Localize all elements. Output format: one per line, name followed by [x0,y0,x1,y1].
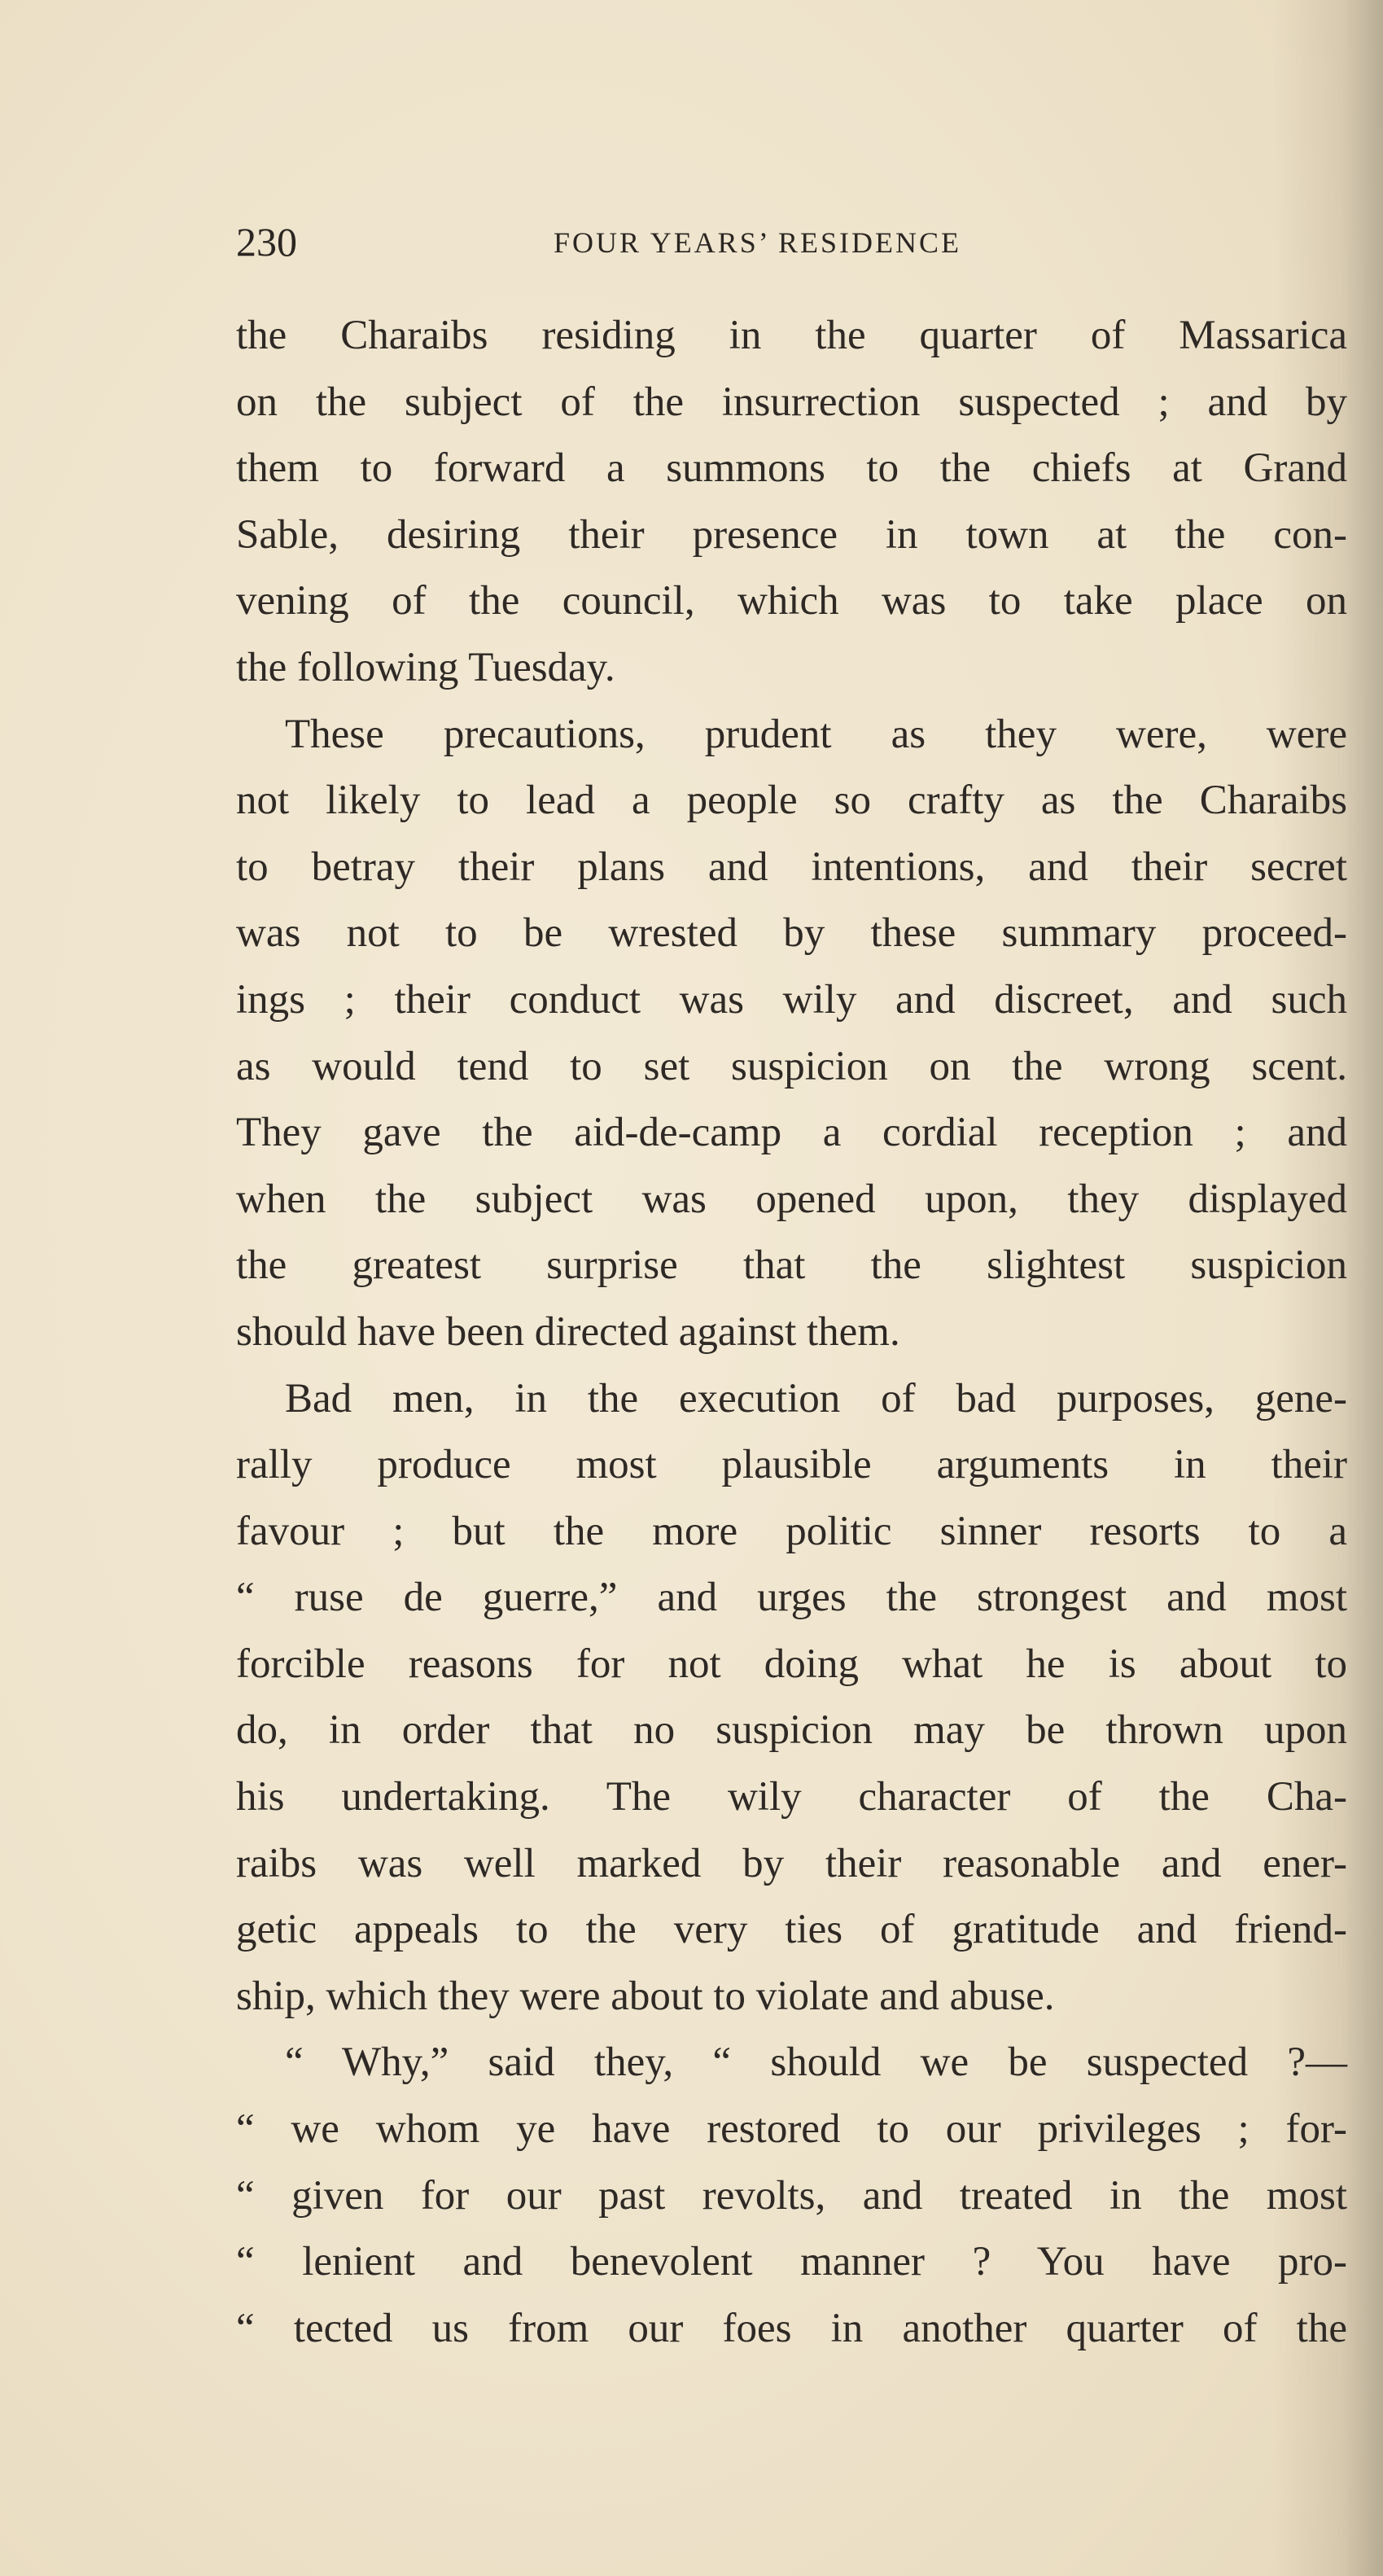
running-title: FOUR YEARS’ RESIDENCE [554,226,962,259]
text-line: They gave the aid-de-camp a cordial reception ; and [236,1110,1347,1156]
text-line: “ tected us from our foes in another quarter of the [236,2305,1347,2351]
text-line: “ given for our past revolts, and treated in the most [236,2172,1347,2219]
text-line: favour ; but the more politic sinner resorts to a [236,1508,1347,1554]
text-line: should have been directed against them. [236,1308,900,1355]
text-line: raibs was well marked by their reasonable and ener- [236,1840,1347,1886]
text-line: getic appeals to the very ties of gratitude and friend- [236,1907,1347,1953]
text-line: was not to be wrested by these summary proceed- [236,910,1347,957]
text-line: “ we whom ye have restored to our privileges ; for- [236,2106,1347,2153]
text-line: the greatest surprise that the slightest suspicion [236,1242,1347,1289]
text-line: forcible reasons for not doing what he is about to [236,1641,1347,1687]
text-line: the following Tuesday. [236,644,615,690]
text-line: not likely to lead a people so crafty as the Charaibs [236,778,1347,824]
text-line: do, in order that no suspicion may be thrown upon [236,1707,1347,1754]
text-line: “ lenient and benevolent manner ? You have pro- [236,2239,1347,2285]
page-number: 230 [236,219,297,265]
text-line: as would tend to set suspicion on the wrong scent. [236,1043,1347,1089]
text-line: “ Why,” said they, “ should we be suspected ?— [285,2039,1347,2086]
text-line: “ ruse de guerre,” and urges the strongest and most [236,1575,1347,1621]
body-text [236,303,1347,2362]
text-line: rally produce most plausible arguments in their [236,1442,1347,1488]
text-line: Sable, desiring their presence in town at the con- [236,511,1347,558]
text-line: ship, which they were about to violate and abuse. [236,1973,1055,2019]
text-line: Bad men, in the execution of bad purposes, gene- [285,1375,1347,1422]
text-line: vening of the council, which was to take place on [236,578,1347,624]
text-line: the Charaibs residing in the quarter of Massarica [236,313,1347,358]
text-line: when the subject was opened upon, they displayed [236,1176,1347,1222]
text-line: to betray their plans and intentions, and their secret [236,843,1347,890]
text-line: on the subject of the insurrection suspected ; and by [236,379,1347,425]
text-line: them to forward a summons to the chiefs at Grand [236,445,1347,492]
text-line: These precautions, prudent as they were, were [285,711,1347,757]
text-line: his undertaking. The wily character of the Cha- [236,1774,1347,1820]
text-line: ings ; their conduct was wily and discreet, and such [236,976,1347,1023]
running-head [236,213,1074,270]
